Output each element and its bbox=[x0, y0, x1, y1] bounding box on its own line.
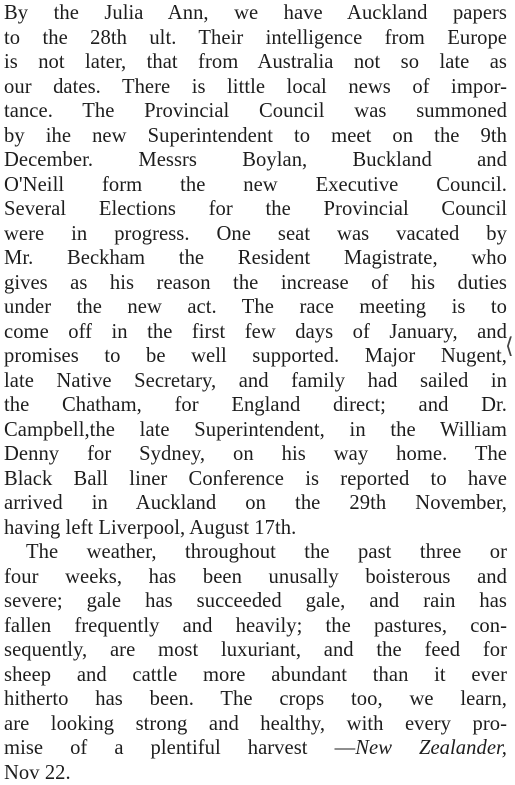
text-line: under the new act. The race meeting is to bbox=[4, 295, 507, 320]
text-line: Mr. Beckham the Resident Magistrate, who bbox=[4, 246, 507, 271]
text-line-fragment: mise of a plentiful harvest bbox=[4, 737, 308, 759]
article-column bbox=[4, 1, 507, 785]
text-line: are looking strong and healthy, with every pro- bbox=[4, 712, 507, 737]
text-line: four weeks, has been unusally boisterous and bbox=[4, 565, 507, 590]
text-line: Several Elections for the Provincial Council bbox=[4, 197, 507, 222]
text-line: our dates. There is little local news of impor- bbox=[4, 75, 507, 100]
text-line: promises to be well supported. Major Nugent, bbox=[4, 344, 507, 369]
text-line: sequently, are most luxuriant, and the feed for bbox=[4, 638, 507, 663]
text-line: fallen frequently and heavily; the pastures, con- bbox=[4, 614, 507, 639]
text-line: by ihe new Superintendent to meet on the 9th bbox=[4, 124, 507, 149]
attribution-dash: — bbox=[335, 737, 356, 759]
text-line: Campbell,the late Superintendent, in the William bbox=[4, 418, 507, 443]
text-line: sheep and cattle more abundant than it ever bbox=[4, 663, 507, 688]
text-line: hitherto has been. The crops too, we learn, bbox=[4, 687, 507, 712]
text-line: come off in the first few days of January, and bbox=[4, 320, 507, 345]
text-line: severe; gale has succeeded gale, and rain has bbox=[4, 589, 507, 614]
text-line: having left Liverpool, August 17th. bbox=[4, 516, 507, 541]
attribution-source: New Zealander, bbox=[355, 737, 507, 759]
text-line: December. Messrs Boylan, Buckland and bbox=[4, 148, 507, 173]
text-line: arrived in Auckland on the 29th November, bbox=[4, 491, 507, 516]
article-paragraph-1 bbox=[4, 1, 507, 540]
text-line: Denny for Sydney, on his way home. The bbox=[4, 442, 507, 467]
text-line: The weather, throughout the past three or bbox=[4, 540, 507, 565]
text-line: is not later, that from Australia not so late as bbox=[4, 50, 507, 75]
text-line: By the Julia Ann, we have Auckland papers bbox=[4, 1, 507, 26]
margin-bracket-mark: ⟨ bbox=[505, 334, 514, 359]
text-line: O'Neill form the new Executive Council. bbox=[4, 173, 507, 198]
attribution-line bbox=[4, 736, 507, 761]
dateline: Nov 22. bbox=[4, 761, 507, 785]
article-paragraph-2 bbox=[4, 540, 507, 785]
text-line: were in progress. One seat was vacated by bbox=[4, 222, 507, 247]
text-line: tance. The Provincial Council was summoned bbox=[4, 99, 507, 124]
text-line: gives as his reason the increase of his duties bbox=[4, 271, 507, 296]
text-line: late Native Secretary, and family had sailed in bbox=[4, 369, 507, 394]
text-line: Black Ball liner Conference is reported to have bbox=[4, 467, 507, 492]
text-line: the Chatham, for England direct; and Dr. bbox=[4, 393, 507, 418]
text-line: to the 28th ult. Their intelligence from Europe bbox=[4, 26, 507, 51]
